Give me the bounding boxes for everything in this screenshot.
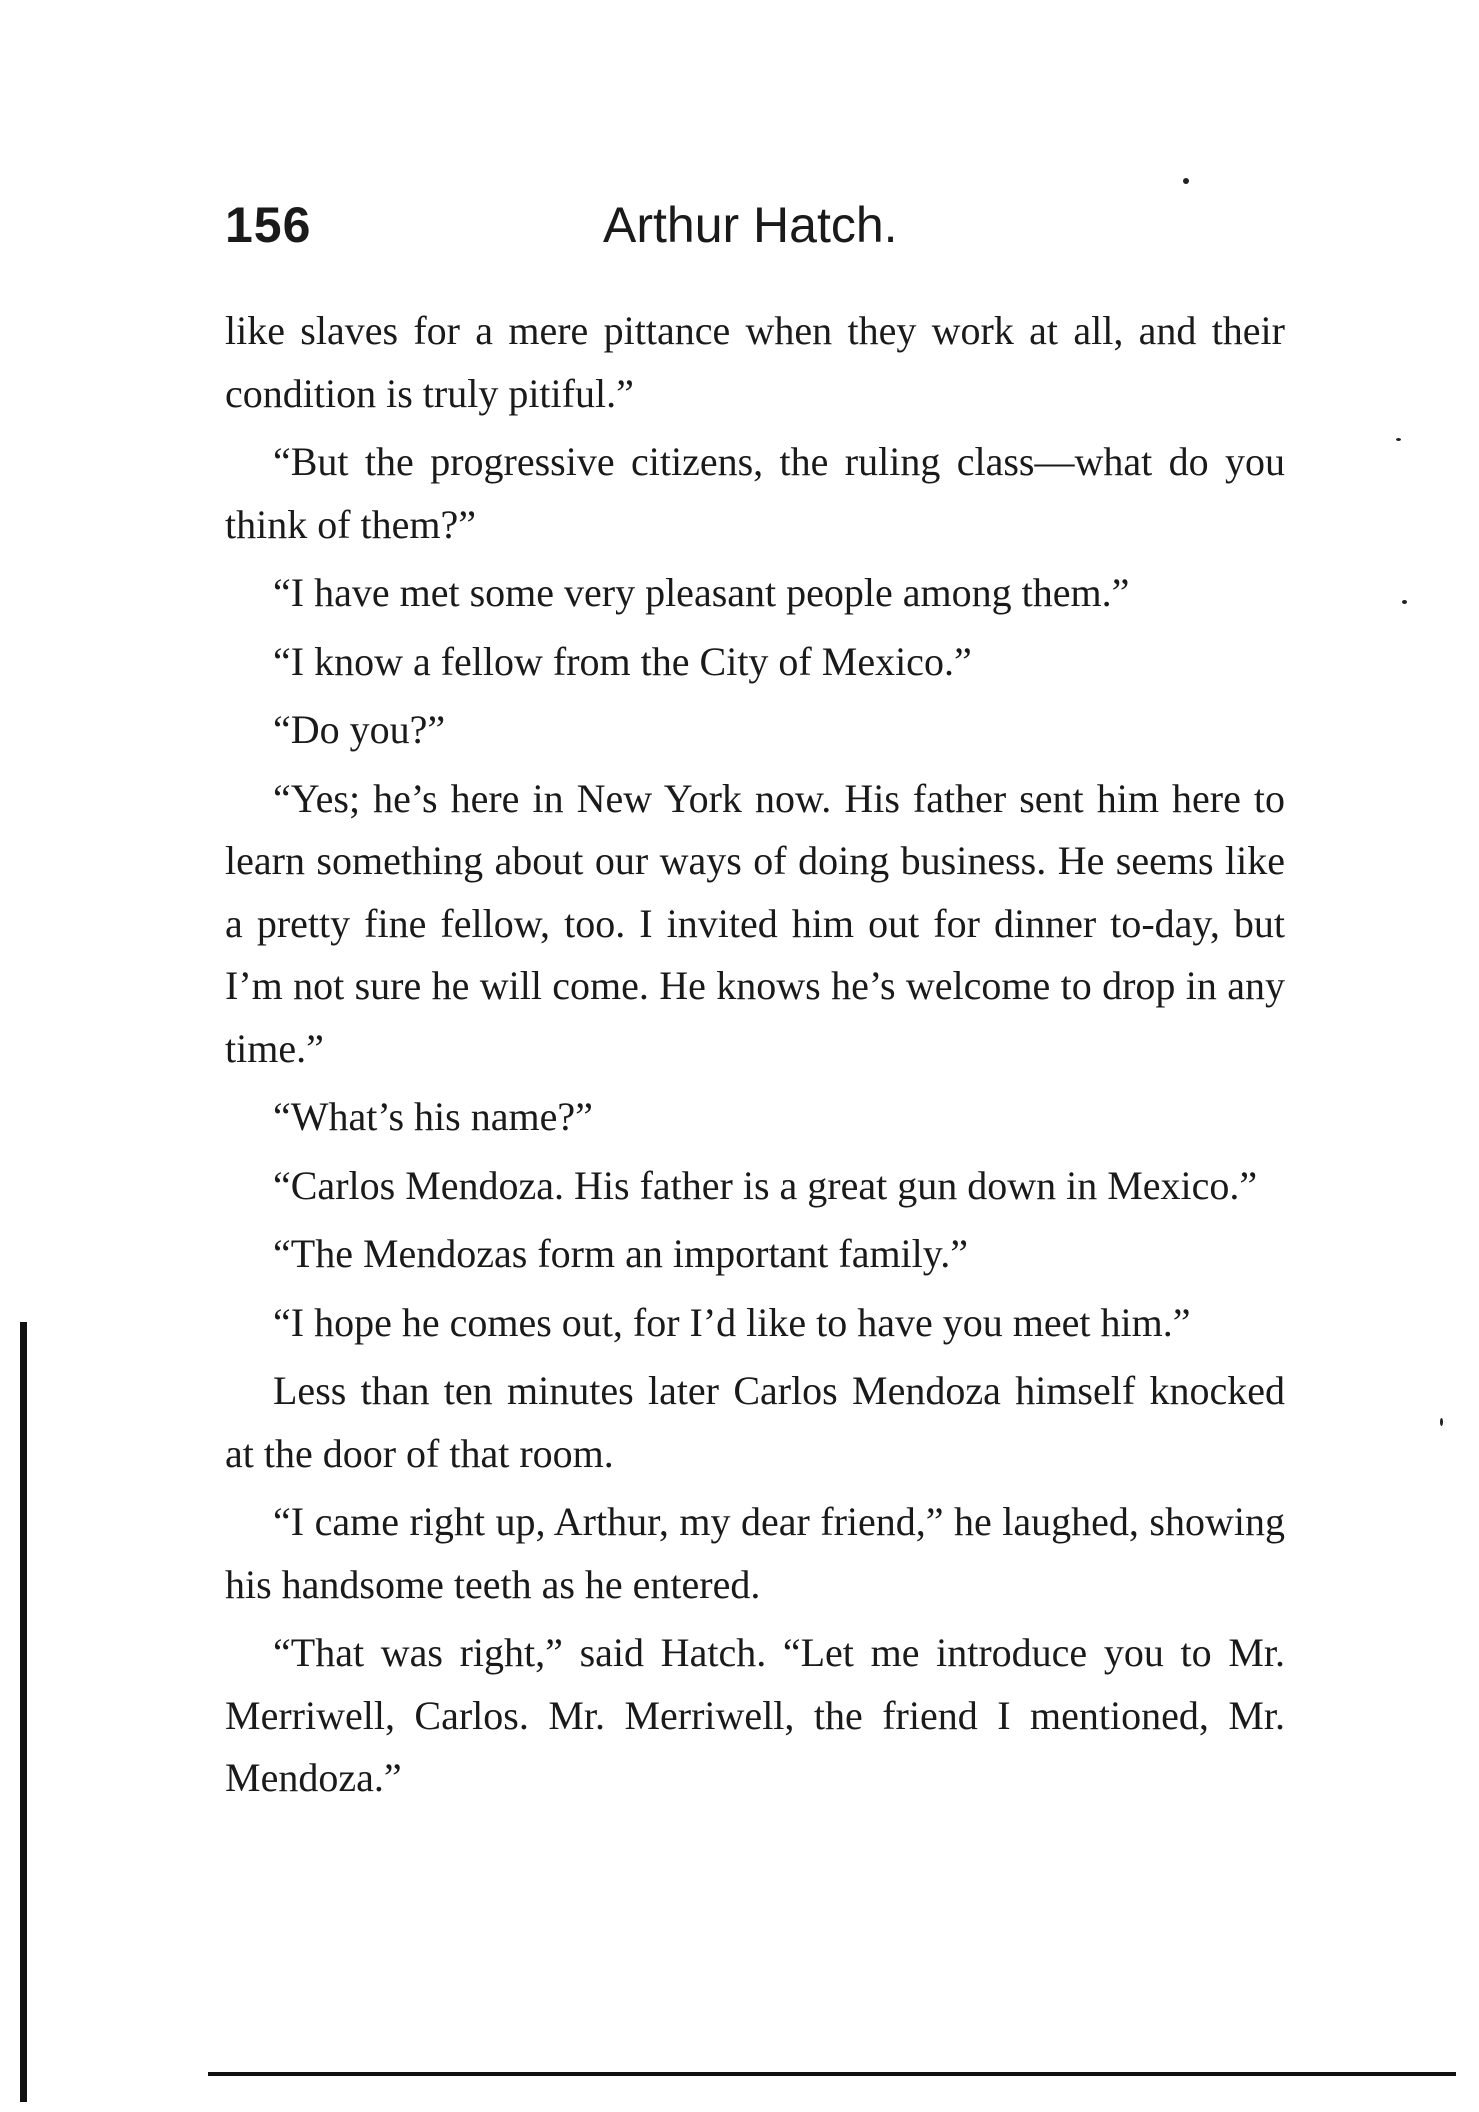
paragraph: “That was right,” said Hatch. “Let me introduce you to Mr. Merriwell, Carlos. Mr. Merriwell, the friend I mentioned, Mr. Mendoza.” xyxy=(225,1630,1285,1800)
scan-speck xyxy=(1396,438,1401,441)
paragraph: “Yes; he’s here in New York now. His father sent him here to learn something about our ways of doing business. He seems like a pretty fine fellow, too. I invited him out for dinner to-day, but I’m not sure he will come. He knows he’s welcome to drop in any time.” xyxy=(225,775,1285,1071)
paragraph: “The Mendozas form an important family.” xyxy=(273,1231,968,1276)
page-number: 156 xyxy=(225,197,312,253)
paragraph: “Do you?” xyxy=(273,707,446,752)
page-header xyxy=(225,186,1285,266)
body-text xyxy=(225,300,1285,1816)
paragraph: “I know a fellow from the City of Mexico.” xyxy=(273,638,972,684)
paragraph: “Carlos Mendoza. His father is a great gun down in Mexico.” xyxy=(273,1162,1258,1208)
paragraph: “I came right up, Arthur, my dear friend,” he laughed, showing his handsome teeth as he entered. xyxy=(225,1499,1285,1607)
paragraph: like slaves for a mere pittance when they work at all, and their condition is truly pitiful.” xyxy=(225,308,1285,416)
running-title: Arthur Hatch. xyxy=(603,197,898,253)
bottom-rule xyxy=(208,2072,1456,2076)
scan-edge-mark xyxy=(20,1322,27,2102)
paragraph: “But the progressive citizens, the ruling class—what do you think of them?” xyxy=(225,439,1285,547)
scan-speck xyxy=(1402,600,1407,604)
paragraph: “I hope he comes out, for I’d like to have you meet him.” xyxy=(273,1299,1191,1345)
paragraph: Less than ten minutes later Carlos Mendoza himself knocked at the door of that room. xyxy=(225,1368,1285,1476)
scan-speck xyxy=(1440,1418,1443,1426)
paragraph: “What’s his name?” xyxy=(273,1094,593,1139)
scan-speck xyxy=(1183,178,1189,184)
paragraph: “I have met some very pleasant people among them.” xyxy=(273,570,1130,615)
